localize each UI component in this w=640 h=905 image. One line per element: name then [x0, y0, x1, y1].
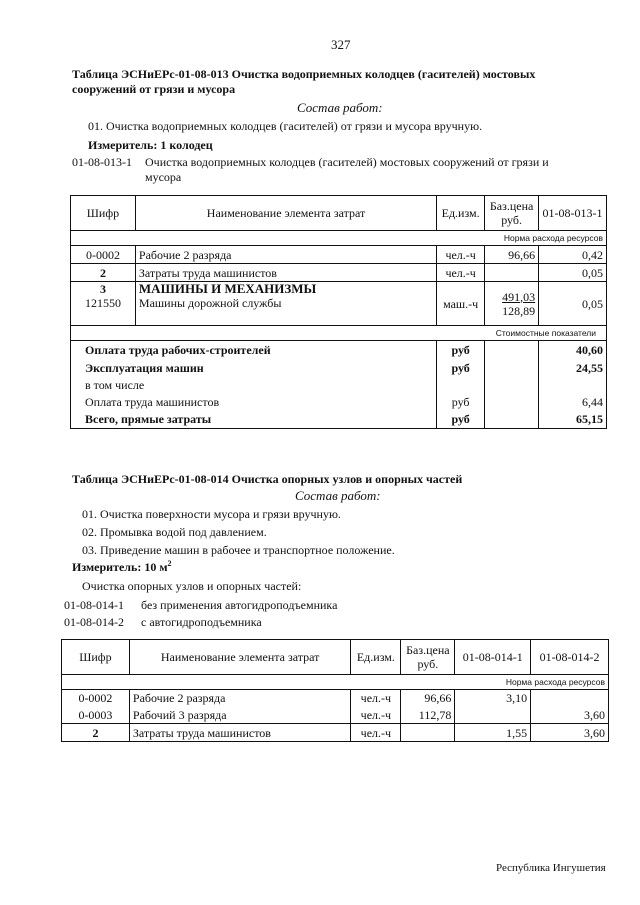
table2-works-heading: Состав работ: [295, 488, 381, 503]
cost-label: Стоимостные показатели [71, 326, 607, 341]
header-cipher: Шифр [62, 640, 130, 675]
table-row [71, 264, 607, 282]
cost-label-exp: Эксплуатация машин [71, 359, 437, 377]
table2-work-item: 03. Приведение машин в рабочее и транспортное положение. [82, 543, 395, 557]
resource-table-1 [70, 195, 607, 429]
header-col: 01-08-013-1 [539, 196, 607, 231]
table2-intro: Очистка опорных узлов и опорных частей: [82, 579, 302, 593]
row-name: Рабочие 2 разряда [135, 246, 436, 264]
cost-value: 65,15 [539, 411, 607, 429]
footer-region: Республика Ингушетия [496, 862, 606, 874]
cost-label-wage: Оплата труда рабочих-строителей [71, 341, 437, 359]
cost-row-incl [71, 377, 607, 393]
table2-work-item: 01. Очистка поверхности мусора и грязи вручную. [82, 507, 341, 521]
table1-title-line2: сооружений от грязи и мусора [72, 82, 236, 96]
row-name: Рабочий 3 разряда [129, 707, 350, 724]
header-price: Баз.цена руб. [401, 640, 455, 675]
header-unit: Ед.изм. [437, 196, 485, 231]
header-col1: 01-08-014-1 [455, 640, 531, 675]
table1-work-item: 01. Очистка водоприемных колодцев (гасителей) от грязи и мусора вручную. [88, 119, 483, 133]
row-unit: чел.-ч [437, 246, 485, 264]
header-price: Баз.цена руб. [485, 196, 539, 231]
row-value-2: 3,60 [531, 724, 609, 742]
table2-title: Таблица ЭСНиЕРс-01-08-014 Очистка опорных узлов и опорных частей [72, 472, 463, 486]
table2-code-desc: с автогидроподъемника [141, 615, 262, 629]
cost-label-mach-wage: Оплата труда машинистов [71, 393, 437, 411]
table-row [62, 690, 609, 707]
page-number: 327 [331, 37, 351, 52]
row-name: Рабочие 2 разряда [129, 690, 350, 707]
cost-value: 40,60 [539, 341, 607, 359]
row-cipher: 0-0003 [62, 707, 130, 724]
cost-unit: руб [437, 393, 485, 411]
row-name: Затраты труда машинистов [135, 264, 436, 282]
table1-code-desc-line2: мусора [145, 170, 182, 184]
row-value-1: 1,55 [455, 724, 531, 742]
cost-unit: руб [437, 411, 485, 429]
row-price: 96,66 [401, 690, 455, 707]
cost-row-exp [71, 359, 607, 377]
machines-unit: маш.-ч [437, 282, 485, 326]
row-unit: чел.-ч [437, 264, 485, 282]
table1-meter: Измеритель: 1 колодец [88, 138, 213, 152]
row-unit: чел.-ч [351, 690, 401, 707]
row-price: 112,78 [401, 707, 455, 724]
cost-label-total: Всего, прямые затраты [71, 411, 437, 429]
table2-code: 01-08-014-2 [64, 615, 124, 629]
header-name: Наименование элемента затрат [135, 196, 436, 231]
table1-title-line1: Таблица ЭСНиЕРс-01-08-013 Очистка водоприемных колодцев (гасителей) мостовых [72, 67, 536, 81]
row-value-1: 3,10 [455, 690, 531, 707]
cost-value: 6,44 [539, 393, 607, 411]
row-price [485, 264, 539, 282]
header-col2: 01-08-014-2 [531, 640, 609, 675]
cost-row-wage [71, 341, 607, 359]
header-unit: Ед.изм. [351, 640, 401, 675]
table-row [62, 724, 609, 742]
table1-code-desc-line1: Очистка водоприемных колодцев (гасителей) мостовых сооружений от грязи и [145, 155, 549, 169]
row-cipher: 0-0002 [71, 246, 136, 264]
row-value-1 [455, 707, 531, 724]
row-unit: чел.-ч [351, 724, 401, 742]
norma-label: Норма расхода ресурсов [62, 675, 609, 690]
machines-price: 491,03 128,89 [485, 282, 539, 326]
norma-label: Норма расхода ресурсов [71, 231, 607, 246]
cost-row-mach-wage [71, 393, 607, 411]
row-value-2 [531, 690, 609, 707]
table2-code-desc: без применения автогидроподъемника [141, 598, 338, 612]
row-cipher: 2 [71, 264, 136, 282]
table2-meter: Измеритель: 10 $м^2$ [72, 559, 172, 574]
cost-row-total [71, 411, 607, 429]
table-row [62, 707, 609, 724]
cost-unit: руб [437, 341, 485, 359]
table1-works-heading: Состав работ: [297, 100, 383, 115]
header-name: Наименование элемента затрат [129, 640, 350, 675]
machines-cipher: 3 121550 [71, 282, 136, 326]
row-name: Затраты труда машинистов [129, 724, 350, 742]
row-cipher: 0-0002 [62, 690, 130, 707]
header-cipher: Шифр [71, 196, 136, 231]
cost-unit: руб [437, 359, 485, 377]
row-value-2: 3,60 [531, 707, 609, 724]
table2-code: 01-08-014-1 [64, 598, 124, 612]
row-price [401, 724, 455, 742]
row-value: 0,05 [539, 264, 607, 282]
machines-value: 0,05 [539, 282, 607, 326]
table-row-machines [71, 282, 607, 326]
table2-work-item: 02. Промывка водой под давлением. [82, 525, 267, 539]
machines-name: МАШИНЫ И МЕХАНИЗМЫ Машины дорожной службы [135, 282, 436, 326]
cost-value: 24,55 [539, 359, 607, 377]
table1-code: 01-08-013-1 [72, 155, 132, 169]
row-value: 0,42 [539, 246, 607, 264]
resource-table-2 [61, 639, 609, 742]
row-price: 96,66 [485, 246, 539, 264]
row-unit: чел.-ч [351, 707, 401, 724]
cost-label-incl: в том числе [71, 377, 437, 393]
row-cipher: 2 [62, 724, 130, 742]
table-row [71, 246, 607, 264]
